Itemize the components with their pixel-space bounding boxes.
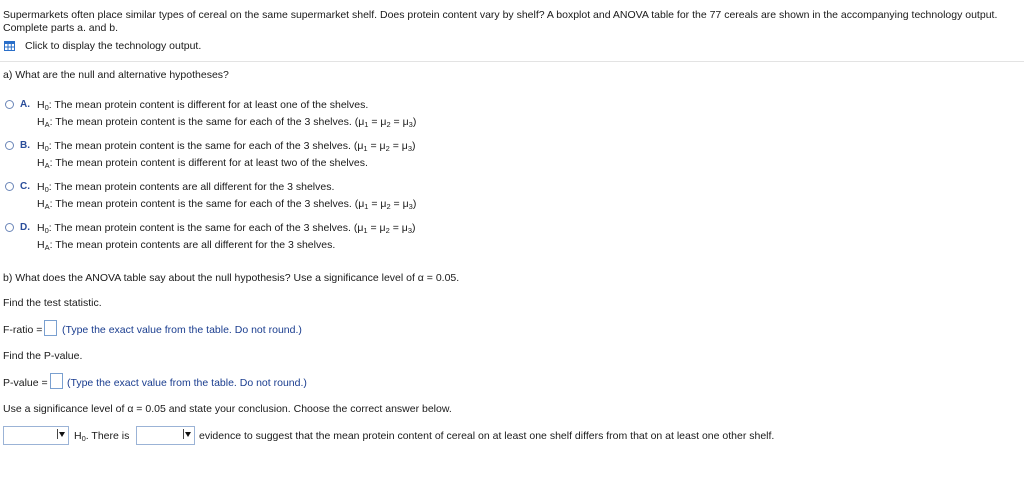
question-intro: Supermarkets often place similar types of cereal on the same supermarket shelf. Does protein content vary by shelf? A boxplot and ANOVA table for the 77 cereals are shown in the accompanying technology output. — [3, 9, 998, 21]
technology-output-link[interactable]: Click to display the technology output. — [25, 40, 202, 52]
find-test-statistic: Find the test statistic. — [3, 297, 102, 309]
p-value-hint: (Type the exact value from the table. Do not round.) — [67, 377, 307, 389]
option-c-ha: $H_A$: The mean protein content is the same for each of the 3 shelves. $(\mu_1 = \mu_2 = \mu_3)$ — [37, 198, 417, 211]
evidence-select[interactable] — [136, 426, 195, 445]
option-a-radio[interactable] — [5, 100, 14, 109]
find-p-value: Find the P-value. — [3, 350, 83, 362]
f-ratio-label: F-ratio = — [3, 324, 43, 336]
reject-decision-select[interactable] — [3, 426, 69, 445]
question-instructions: Complete parts a. and b. — [3, 22, 118, 34]
significance-instruction: Use a significance level of α = 0.05 and state your conclusion. Choose the correct answer below. — [3, 403, 452, 415]
conclusion-h0-text: $H_0$. There is — [74, 430, 130, 443]
option-c-h0: $H_0$: The mean protein contents are all different for the 3 shelves. — [37, 181, 335, 194]
table-icon[interactable] — [4, 41, 15, 51]
option-b-radio[interactable] — [5, 141, 14, 150]
chevron-down-icon — [57, 429, 66, 439]
option-a-ha: $H_A$: The mean protein content is the same for each of the 3 shelves. $(\mu_1 = \mu_2 = \mu_3)$ — [37, 116, 417, 129]
option-d-ha: $H_A$: The mean protein contents are all different for the 3 shelves. — [37, 239, 336, 252]
f-ratio-hint: (Type the exact value from the table. Do not round.) — [62, 324, 302, 336]
p-value-label: P-value = — [3, 377, 48, 389]
f-ratio-input[interactable] — [44, 320, 57, 336]
option-b-letter: B. — [20, 140, 30, 151]
option-b-h0: $H_0$: The mean protein content is the same for each of the 3 shelves. $(\mu_1 = \mu_2 = \mu_3)$ — [37, 140, 416, 153]
divider — [0, 61, 1024, 62]
option-b-ha: $H_A$: The mean protein content is different for at least two of the shelves. — [37, 157, 368, 170]
conclusion-tail-text: evidence to suggest that the mean protein content of cereal on at least one shelf differs from that on at least one other shelf. — [199, 430, 775, 442]
chevron-down-icon — [183, 429, 192, 439]
p-value-input[interactable] — [50, 373, 63, 389]
option-c-letter: C. — [20, 181, 30, 192]
part-b-question: b) What does the ANOVA table say about the null hypothesis? Use a significance level of α = 0.05. — [3, 272, 460, 284]
option-d-letter: D. — [20, 222, 30, 233]
option-d-h0: $H_0$: The mean protein content is the same for each of the 3 shelves. $(\mu_1 = \mu_2 = \mu_3)$ — [37, 222, 416, 235]
option-c-radio[interactable] — [5, 182, 14, 191]
option-a-letter: A. — [20, 99, 30, 110]
part-a-question: a) What are the null and alternative hypotheses? — [3, 69, 229, 81]
option-a-h0: $H_0$: The mean protein content is different for at least one of the shelves. — [37, 99, 369, 112]
option-d-radio[interactable] — [5, 223, 14, 232]
